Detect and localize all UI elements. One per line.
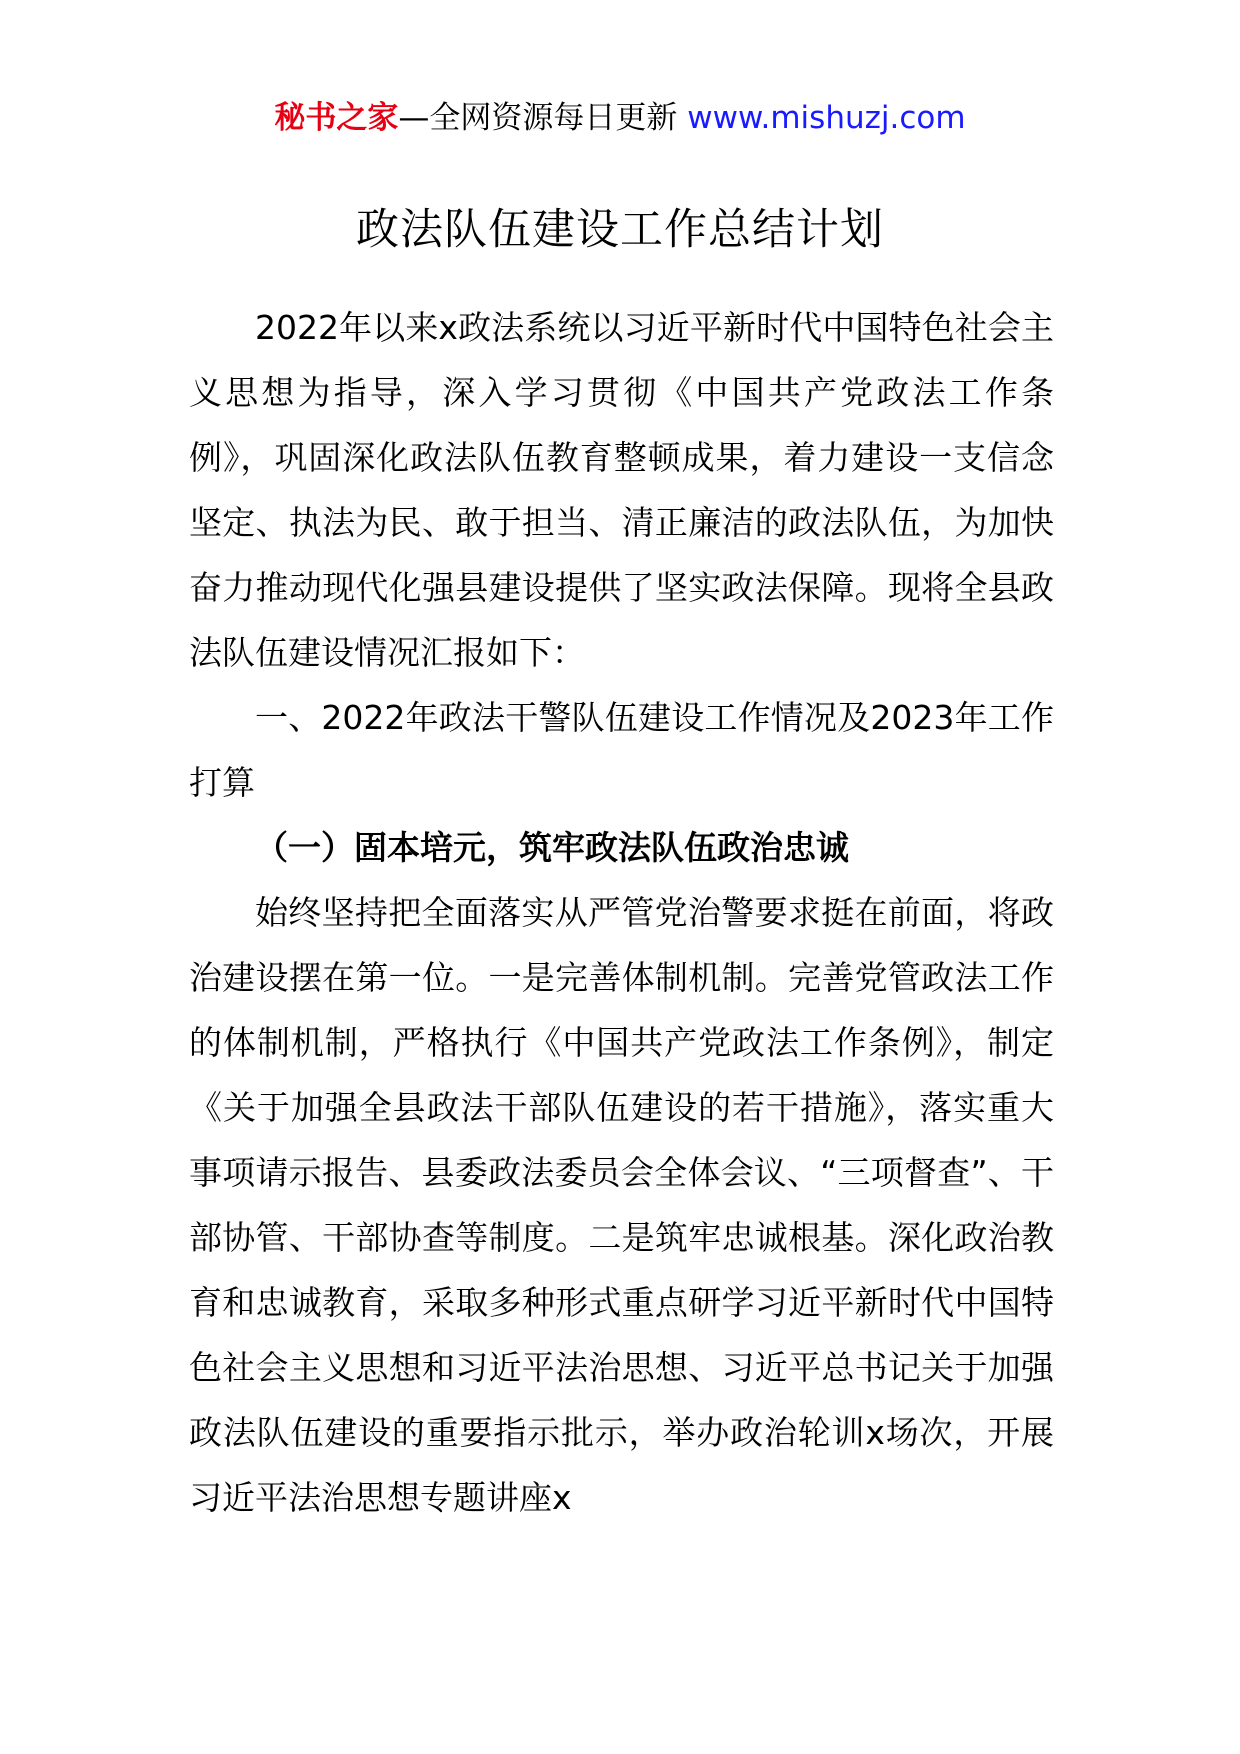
- brand-name: 秘书之家: [274, 100, 399, 136]
- header-tagline: —全网资源每日更新: [398, 100, 678, 136]
- site-url-link[interactable]: www.mishuzj.com: [687, 100, 966, 136]
- subsection-one-paragraph: 始终坚持把全面落实从严管党治警要求挺在前面，将政治建设摆在第一位。一是完善体制机制。完善党管政法工作的体制机制，严格执行《中国共产党政法工作条例》，制定《关于加强全县政法干部队伍建设的若干措施》，落实重大事项请示报告、县委政法委员会全体会议、“三项督查”、干部协管、干部协查等制度。二是筑牢忠诚根基。深化政治教育和忠诚教育，采取多种形式重点研学习近平新时代中国特色社会主义思想和习近平法治思想、习近平总书记关于加强政法队伍建设的重要指示批示，举办政治轮训x场次，开展习近平法治思想专题讲座x: [189, 893, 1054, 1517]
- subsection-one-heading: （一）固本培元，筑牢政法队伍政治忠诚: [255, 828, 849, 867]
- intro-paragraph: 2022年以来x政法系统以习近平新时代中国特色社会主义思想为指导，深入学习贯彻《中国共产党政法工作条例》，巩固深化政法队伍教育整顿成果，着力建设一支信念坚定、执法为民、敢于担当、清正廉洁的政法队伍，为加快奋力推动现代化强县建设提供了坚实政法保障。现将全县政法队伍建设情况汇报如下：: [189, 308, 1054, 672]
- section-one-heading: 一、2022年政法干警队伍建设工作情况及2023年工作打算: [189, 698, 1054, 802]
- site-header: [0, 98, 1240, 138]
- document-title: 政法队伍建设工作总结计划: [356, 205, 884, 255]
- document-body: [189, 295, 1054, 1530]
